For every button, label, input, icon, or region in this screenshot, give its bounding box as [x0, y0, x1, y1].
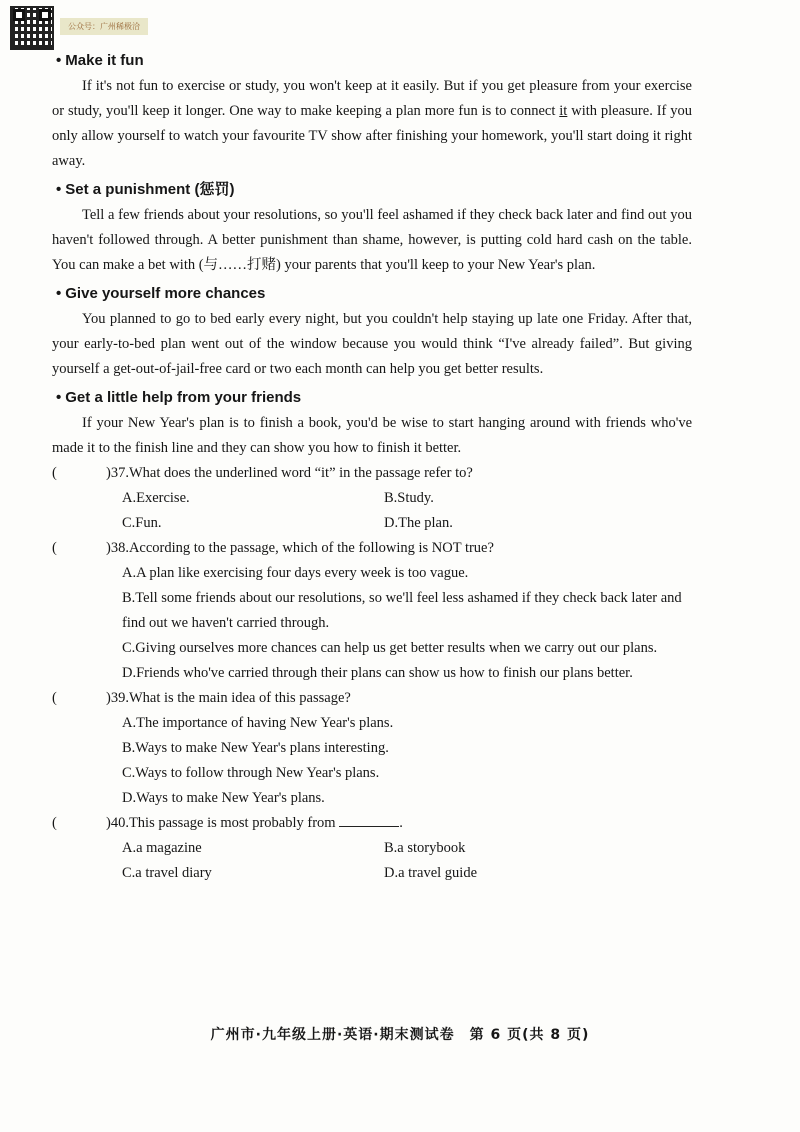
- option-c: C.Fun.: [122, 515, 162, 531]
- watermark-stamp: 公众号：广州稀极洽: [60, 18, 148, 35]
- option-d: D.a travel guide: [384, 865, 478, 881]
- question-40: [52, 811, 692, 886]
- section-paragraph: If it's not fun to exercise or study, you won't keep at it easily. But if you get pleasure from your exercise or study, you'll keep it longer. One way to make keeping a plan more fun is to connect it with pleasure. If you only allow yourself to watch your favourite TV show after finishing your homework, you'll start doing it right away.: [52, 78, 692, 169]
- option-a: A.The importance of having New Year's plans.: [122, 715, 394, 731]
- option-c: C.Ways to follow through New Year's plans.: [122, 765, 380, 781]
- option-d: D.Friends who've carried through their plans can show us how to finish our plans better.: [122, 665, 633, 681]
- question-37: [52, 461, 692, 536]
- section-heading: • Set a punishment (惩罚): [56, 181, 235, 198]
- question-39: [52, 686, 692, 811]
- page-footer: 广州市·九年级上册·英语·期末测试卷 第 6 页(共 8 页): [210, 1027, 590, 1043]
- question-stem: )40.This passage is most probably from .: [106, 811, 403, 836]
- qr-code: [10, 6, 54, 50]
- question-stem: )39.What is the main idea of this passage?: [106, 690, 351, 706]
- answer-bracket[interactable]: (: [52, 465, 57, 481]
- option-d: D.The plan.: [384, 515, 453, 531]
- option-a: A.a magazine: [122, 840, 202, 856]
- option-b: B.Tell some friends about our resolutions, so we'll feel less ashamed if they check back later and find out we haven't carried through.: [122, 590, 682, 631]
- answer-blank[interactable]: [339, 812, 399, 827]
- option-c: C.Giving ourselves more chances can help us get better results when we carry out our plans.: [122, 640, 658, 656]
- question-stem: )38.According to the passage, which of the following is NOT true?: [106, 540, 494, 556]
- section-paragraph: Tell a few friends about your resolutions, so you'll feel ashamed if they check back later and find out you haven't followed through. A better punishment than shame, however, is putting cold hard cash on the table. You can make a bet with (与……打赌) your parents that you'll keep to your New Year's plan.: [52, 207, 692, 273]
- section-heading: • Make it fun: [56, 52, 144, 69]
- passage-content: [52, 44, 692, 886]
- underlined-word: it: [559, 103, 568, 119]
- option-c: C.a travel diary: [122, 865, 212, 881]
- section-heading: • Get a little help from your friends: [56, 389, 302, 406]
- section-paragraph: If your New Year's plan is to finish a book, you'd be wise to start hanging around with friends who've made it to the finish line and they can show you how to finish it better.: [52, 415, 692, 456]
- question-stem: )37.What does the underlined word “it” in the passage refer to?: [106, 465, 473, 481]
- section-heading: • Give yourself more chances: [56, 285, 266, 302]
- answer-bracket[interactable]: (: [52, 815, 57, 831]
- option-a: A.Exercise.: [122, 490, 190, 506]
- answer-bracket[interactable]: (: [52, 690, 57, 706]
- answer-bracket[interactable]: (: [52, 540, 57, 556]
- option-b: B.Study.: [384, 490, 434, 506]
- option-d: D.Ways to make New Year's plans.: [122, 790, 325, 806]
- section-paragraph: You planned to go to bed early every night, but you couldn't help staying up late one Friday. After that, your early-to-bed plan went out of the window because you would think “I've already failed”. But giving yourself a get-out-of-jail-free card or two each month can help you get better results.: [52, 311, 692, 377]
- question-38: [52, 536, 692, 686]
- option-a: A.A plan like exercising four days every week is too vague.: [122, 565, 469, 581]
- option-b: B.a storybook: [384, 840, 466, 856]
- option-b: B.Ways to make New Year's plans interesting.: [122, 740, 389, 756]
